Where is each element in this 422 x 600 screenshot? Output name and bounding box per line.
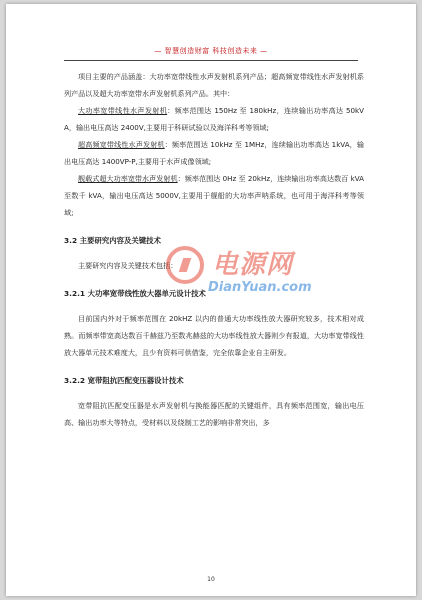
document-body	[64, 68, 364, 431]
term-uhf-transmitter: 超高频宽带线性水声发射机	[78, 140, 165, 149]
paragraph-text: ：频率范围达 150Hz 至 180kHz，连续输出功率高达 50kVA，输出电压高达 2400V,主要用于科研试验以及海洋科考等领域;	[64, 106, 365, 132]
paragraph-text: ：频率范围达 10kHz 至 1MHz，连续输出功率高达 1kVA，输出电压高达 1400VP-P,主要用于水声成像领域;	[64, 140, 364, 166]
page-header-motto: — 智慧创造财富 科技创造未来 —	[154, 47, 268, 55]
section-heading-3-2-2: 3.2.2 宽带阻抗匹配变压器设计技术	[64, 376, 184, 385]
watermark-en-text: DianYuan.com	[208, 280, 312, 295]
header-divider	[64, 60, 358, 61]
section-heading-3-2: 3.2 主要研究内容及关键技术	[64, 236, 161, 245]
paragraph-high-power-transmitter	[64, 102, 364, 136]
paragraph-uhf-transmitter	[64, 136, 364, 170]
document-page	[6, 4, 416, 596]
page-number: 10	[207, 576, 215, 583]
watermark-cn-text: 电源网	[212, 250, 294, 280]
paragraph-amplifier-design: 目前国内外对于频率范围在 20kHZ 以内的普通大功率线性放大器研究较多，技术相对成熟。而频率带宽高达数百千赫兹乃至数兆赫兹的大功率线性放大器则少有报道，大功率宽带线性放大器单元技术难度大，且少有资料可供借鉴，完全依靠企业自主研发。	[64, 314, 364, 357]
term-high-power-transmitter: 大功率宽带线性水声发射机	[78, 106, 168, 115]
term-shipborne-transmitter: 舰载式超大功率宽带水声发射机	[78, 174, 178, 183]
paragraph-text: ：频率范围达 0Hz 至 20kHz，连续输出功率高达数百 kVA 至数千 kVA，输出电压高达 5000V,主要用于舰船的大功率声呐系统，也可用于海洋科考等领域;	[64, 174, 364, 217]
paragraph-product-overview: 项目主要的产品涵盖：大功率宽带线性水声发射机系列产品；超高频宽带线性水声发射机系列产品以及超大功率宽带水声发射机系列产品。其中：	[64, 72, 364, 98]
section-heading-3-2-1: 3.2.1 大功率宽带线性放大器单元设计技术	[64, 289, 206, 298]
paragraph-transformer-design: 宽带阻抗匹配变压器是水声发射机与换能器匹配的关键组件，具有频率范围宽，输出电压高、输出功率大等特点，受材料以及绕制工艺的影响非常突出，多	[64, 401, 364, 427]
paragraph-shipborne-transmitter	[64, 170, 364, 221]
paragraph-research-intro: 主要研究内容及关键技术包括：	[78, 261, 178, 270]
